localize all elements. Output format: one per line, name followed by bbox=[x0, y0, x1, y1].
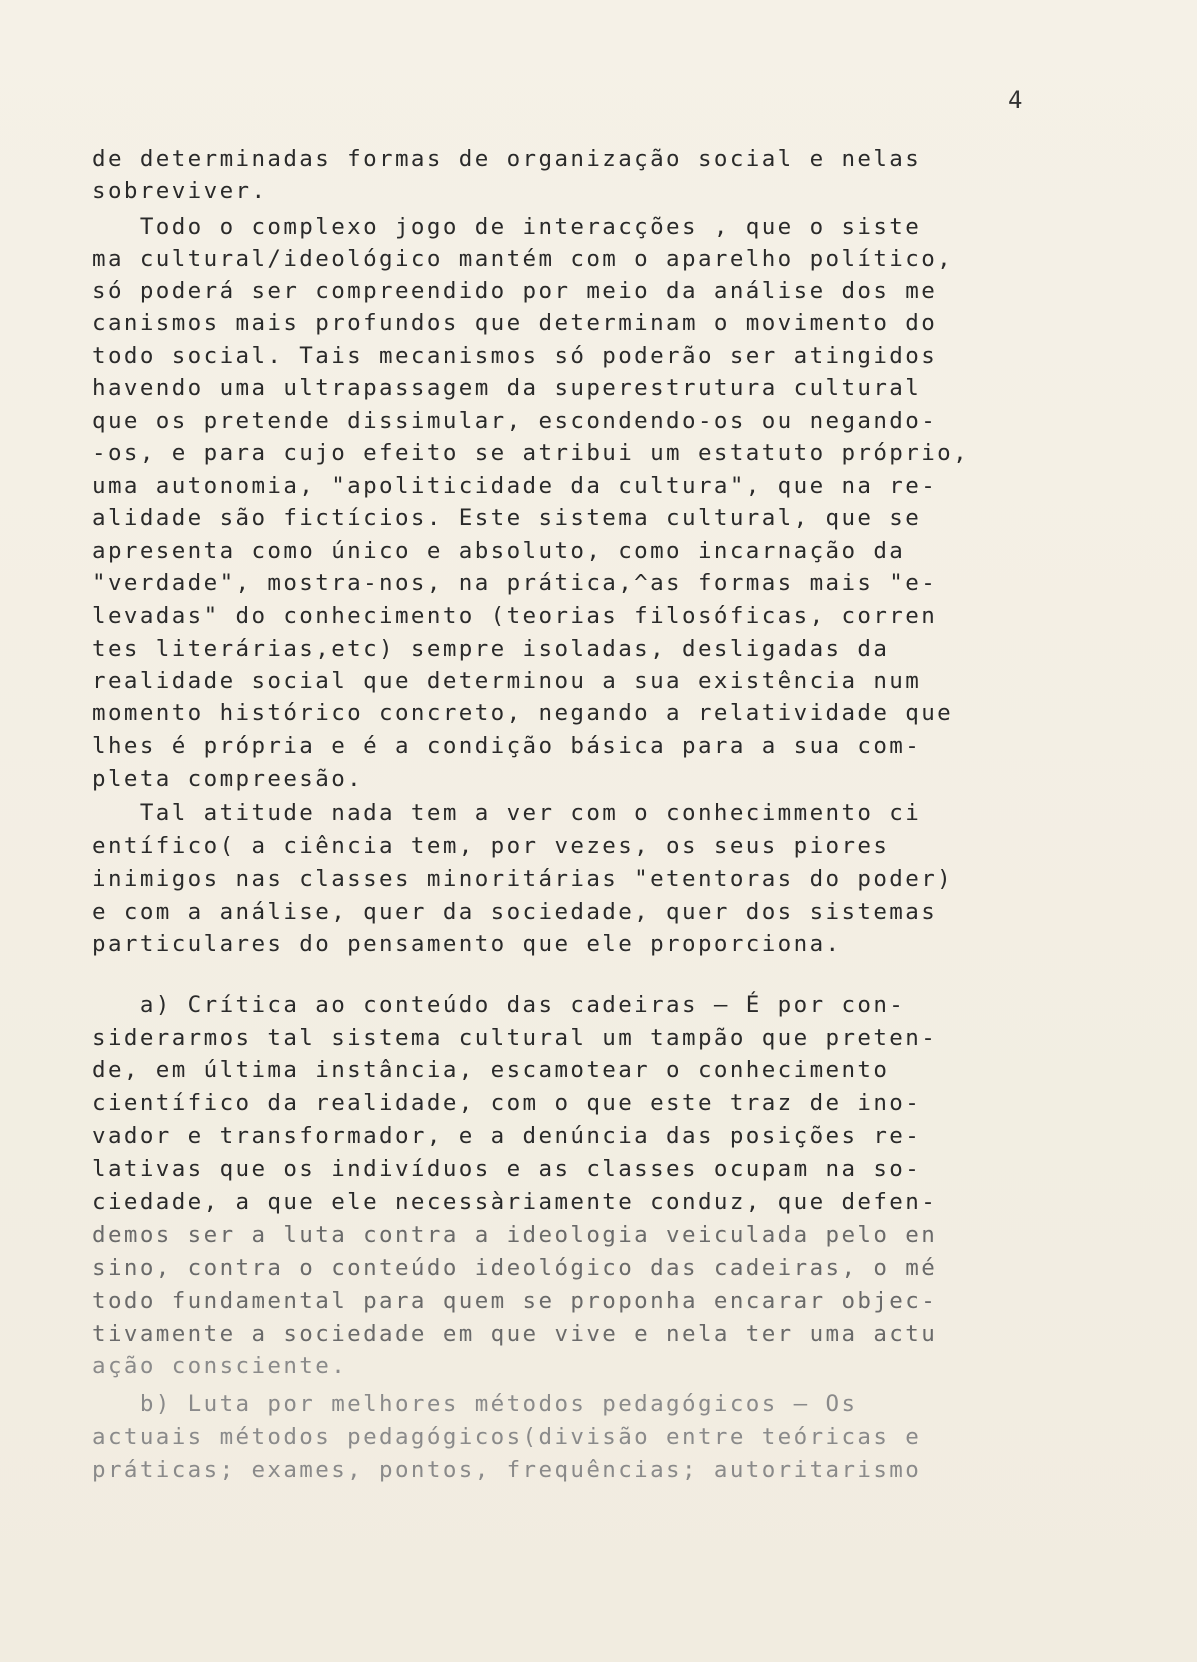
text-line: e com a análise, quer da sociedade, quer dos sistemas bbox=[92, 899, 938, 925]
text-line: sino, contra o conteúdo ideológico das cadeiras, o mé bbox=[92, 1255, 938, 1281]
text-line: "verdade", mostra-nos, na prática,^as formas mais "e- bbox=[92, 570, 938, 596]
text-line: ação consciente. bbox=[92, 1353, 348, 1379]
text-line: realidade social que determinou a sua existência num bbox=[92, 668, 922, 694]
text-line: ma cultural/ideológico mantém com o aparelho político, bbox=[92, 246, 954, 272]
text-line: práticas; exames, pontos, frequências; autoritarismo bbox=[92, 1457, 922, 1483]
text-line: particulares do pensamento que ele proporciona. bbox=[92, 931, 842, 957]
text-line: pleta compreesão. bbox=[92, 766, 364, 792]
text-line: b) Luta por melhores métodos pedagógicos — Os bbox=[92, 1391, 858, 1417]
text-line: de determinadas formas de organização social e nelas bbox=[92, 146, 922, 172]
text-line: todo social. Tais mecanismos só poderão ser atingidos bbox=[92, 343, 938, 369]
text-line: inimigos nas classes minoritárias "etentoras do poder) bbox=[92, 866, 954, 892]
text-line: -os, e para cujo efeito se atribui um estatuto próprio, bbox=[92, 440, 970, 466]
text-line: a) Crítica ao conteúdo das cadeiras — É por con- bbox=[92, 992, 906, 1018]
text-line: tivamente a sociedade em que vive e nela ter uma actu bbox=[92, 1321, 938, 1347]
text-line: que os pretende dissimular, escondendo-os ou negando- bbox=[92, 408, 938, 434]
text-line: momento histórico concreto, negando a relatividade que bbox=[92, 700, 954, 726]
text-line: canismos mais profundos que determinam o movimento do bbox=[92, 310, 938, 336]
text-line: apresenta como único e absoluto, como incarnação da bbox=[92, 538, 906, 564]
text-line: Tal atitude nada tem a ver com o conhecimmento ci bbox=[92, 800, 922, 826]
text-line: científico da realidade, com o que este traz de ino- bbox=[92, 1090, 922, 1116]
text-line: sobreviver. bbox=[92, 178, 268, 204]
text-line: siderarmos tal sistema cultural um tampão que preten- bbox=[92, 1025, 938, 1051]
text-line: ciedade, a que ele necessàriamente conduz, que defen- bbox=[92, 1189, 938, 1215]
text-line: tes literárias,etc) sempre isoladas, desligadas da bbox=[92, 636, 890, 662]
text-line: lativas que os indivíduos e as classes ocupam na so- bbox=[92, 1156, 922, 1182]
page-number: 4 bbox=[1008, 86, 1023, 114]
text-line: lhes é própria e é a condição básica para a sua com- bbox=[92, 733, 922, 759]
text-line: demos ser a luta contra a ideologia veiculada pelo en bbox=[92, 1222, 938, 1248]
text-line: uma autonomia, "apoliticidade da cultura", que na re- bbox=[92, 473, 938, 499]
text-line: actuais métodos pedagógicos(divisão entre teóricas e bbox=[92, 1424, 922, 1450]
text-line: de, em última instância, escamotear o conhecimento bbox=[92, 1057, 890, 1083]
text-line: todo fundamental para quem se proponha encarar objec- bbox=[92, 1288, 938, 1314]
text-line: entífico( a ciência tem, por vezes, os seus piores bbox=[92, 833, 890, 859]
text-line: levadas" do conhecimento (teorias filosóficas, corren bbox=[92, 603, 938, 629]
text-line: vador e transformador, e a denúncia das posições re- bbox=[92, 1123, 922, 1149]
text-line: alidade são fictícios. Este sistema cultural, que se bbox=[92, 505, 922, 531]
text-line: só poderá ser compreendido por meio da análise dos me bbox=[92, 278, 938, 304]
text-line: Todo o complexo jogo de interacções , que o siste bbox=[92, 214, 922, 240]
text-line: havendo uma ultrapassagem da superestrutura cultural bbox=[92, 375, 922, 401]
